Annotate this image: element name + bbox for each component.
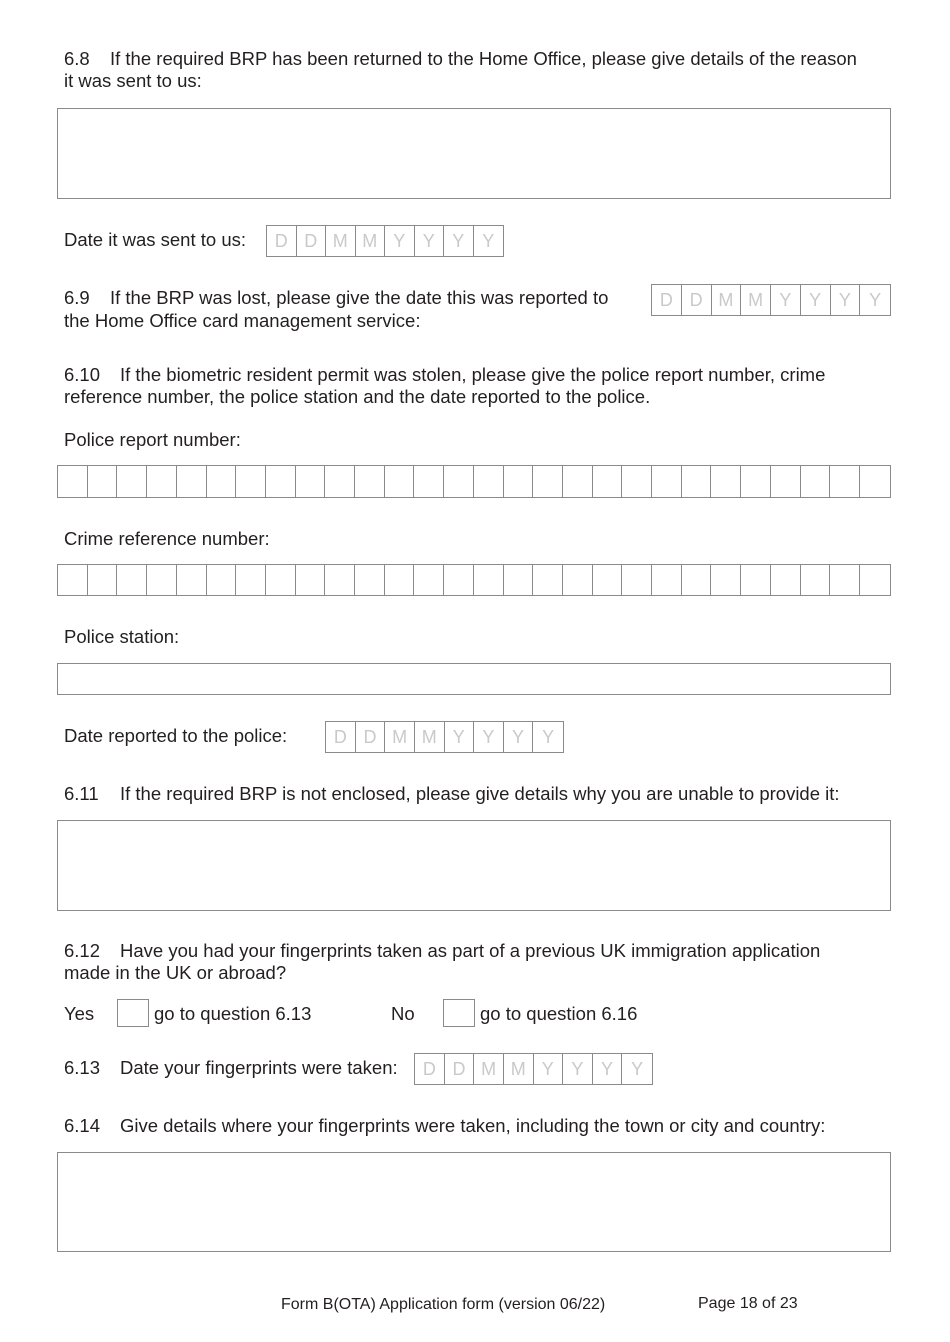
q6-11-details-field[interactable] [57,820,891,911]
char-cell[interactable] [236,466,266,497]
q6-8-text: 6.8 If the required BRP has been returned to the Home Office, please give details of the reason [64,48,857,69]
char-cell[interactable] [652,565,682,595]
char-cell[interactable] [117,466,147,497]
char-cell[interactable] [652,466,682,497]
q6-9-date-input[interactable] [651,284,891,316]
date-cell[interactable]: Y [444,226,474,256]
char-cell[interactable] [860,466,890,497]
date-reported-input[interactable] [325,721,564,753]
footer-page-number: Page 18 of 23 [698,1295,798,1312]
q6-10-text: 6.10 If the biometric resident permit was stolen, please give the police report number, crime [64,364,826,385]
char-cell[interactable] [830,565,860,595]
char-cell[interactable] [88,466,118,497]
crime-reference-label: Crime reference number: [64,528,270,549]
date-cell[interactable]: Y [563,1054,593,1084]
footer-form-name: Form B(OTA) Application form (version 06/22) [281,1296,606,1313]
q6-12-text: 6.12 Have you had your fingerprints taken as part of a previous UK immigration application [64,940,821,961]
char-cell[interactable] [58,466,88,497]
char-cell[interactable] [385,565,415,595]
char-cell[interactable] [147,466,177,497]
char-cell[interactable] [414,565,444,595]
date-cell[interactable]: M [326,226,356,256]
char-cell[interactable] [860,565,890,595]
date-cell[interactable]: M [415,722,445,752]
date-cell[interactable]: Y [771,285,801,315]
date-reported-label: Date reported to the police: [64,725,288,746]
q6-14-details-field[interactable] [57,1152,891,1252]
police-report-number-input[interactable] [57,465,891,498]
date-cell[interactable]: Y [801,285,831,315]
date-cell[interactable]: D [445,1054,475,1084]
date-cell[interactable]: D [682,285,712,315]
q6-8-date-input[interactable] [266,225,504,257]
q6-10-number: 6.10 [64,364,101,385]
date-cell[interactable]: M [504,1054,534,1084]
q6-13-text: 6.13 Date your fingerprints were taken: [64,1057,398,1078]
q6-13-date-input[interactable] [414,1053,653,1085]
char-cell[interactable] [266,565,296,595]
char-cell[interactable] [711,565,741,595]
char-cell[interactable] [207,466,237,497]
char-cell[interactable] [563,466,593,497]
char-cell[interactable] [236,565,266,595]
char-cell[interactable] [741,565,771,595]
char-cell[interactable] [593,565,623,595]
char-cell[interactable] [504,466,534,497]
q6-8-text-line2: it was sent to us: [64,70,202,91]
q6-14-text: 6.14 Give details where your fingerprints were taken, including the town or city and country: [64,1115,826,1136]
char-cell[interactable] [771,565,801,595]
char-cell[interactable] [355,565,385,595]
char-cell[interactable] [741,466,771,497]
q6-9-number: 6.9 [64,287,90,308]
date-cell[interactable]: D [356,722,386,752]
date-cell[interactable]: Y [474,722,504,752]
q6-9-text-line2: the Home Office card management service: [64,310,421,331]
char-cell[interactable] [622,466,652,497]
char-cell[interactable] [711,466,741,497]
date-cell[interactable]: D [297,226,327,256]
yes-label: Yes [64,1003,95,1024]
char-cell[interactable] [801,466,831,497]
char-cell[interactable] [117,565,147,595]
q6-11-number: 6.11 [64,783,99,804]
date-cell[interactable]: D [652,285,682,315]
police-report-label: Police report number: [64,429,241,450]
date-cell[interactable]: Y [831,285,861,315]
no-checkbox[interactable] [443,999,475,1027]
q6-8-date-label: Date it was sent to us: [64,229,247,250]
q6-12-number: 6.12 [64,940,101,961]
q6-10-text-line2: reference number, the police station and the date reported to the police. [64,386,651,407]
q6-11-text: 6.11 If the required BRP is not enclosed, please give details why you are unable to provide it: [64,783,840,804]
char-cell[interactable] [414,466,444,497]
q6-14-number: 6.14 [64,1115,101,1136]
date-cell[interactable]: D [326,722,356,752]
char-cell[interactable] [771,466,801,497]
char-cell[interactable] [385,466,415,497]
char-cell[interactable] [355,466,385,497]
q6-8-number: 6.8 [64,48,90,69]
date-cell[interactable]: M [356,226,386,256]
date-cell[interactable]: Y [593,1054,623,1084]
char-cell[interactable] [296,565,326,595]
char-cell[interactable] [801,565,831,595]
char-cell[interactable] [622,565,652,595]
date-cell[interactable]: Y [869,289,882,310]
char-cell[interactable] [325,466,355,497]
char-cell[interactable] [266,466,296,497]
crime-reference-number-input[interactable] [57,564,891,596]
char-cell[interactable] [177,565,207,595]
char-cell[interactable] [444,565,474,595]
date-cell[interactable]: D [415,1054,445,1084]
date-cell[interactable]: D [267,226,297,256]
char-cell[interactable] [296,466,326,497]
no-label: No [391,1003,415,1024]
q6-12-text-line2: made in the UK or abroad? [64,962,287,983]
date-cell[interactable]: Y [542,726,555,747]
date-cell[interactable]: Y [415,226,445,256]
q6-13-number: 6.13 [64,1057,101,1078]
no-goto-text: go to question 6.16 [480,1003,638,1024]
date-cell[interactable]: Y [631,1058,644,1079]
char-cell[interactable] [830,466,860,497]
char-cell[interactable] [682,565,712,595]
q6-8-reason-field[interactable] [57,108,891,199]
char-cell[interactable] [147,565,177,595]
date-cell[interactable]: Y [445,722,475,752]
date-cell[interactable]: M [712,285,742,315]
char-cell[interactable] [533,565,563,595]
police-station-input[interactable] [57,663,891,695]
yes-goto-text: go to question 6.13 [154,1003,312,1024]
date-cell[interactable]: Y [504,722,534,752]
char-cell[interactable] [682,466,712,497]
date-cell[interactable]: M [385,722,415,752]
char-cell[interactable] [474,466,504,497]
char-cell[interactable] [504,565,534,595]
char-cell[interactable] [207,565,237,595]
char-cell[interactable] [325,565,355,595]
char-cell[interactable] [593,466,623,497]
char-cell[interactable] [444,466,474,497]
date-cell[interactable]: M [474,1054,504,1084]
date-cell[interactable]: M [741,285,771,315]
char-cell[interactable] [474,565,504,595]
date-cell[interactable]: Y [534,1054,564,1084]
char-cell[interactable] [177,466,207,497]
char-cell[interactable] [58,565,88,595]
char-cell[interactable] [563,565,593,595]
date-cell[interactable]: Y [482,230,495,251]
date-cell[interactable]: Y [385,226,415,256]
yes-checkbox[interactable] [117,999,149,1027]
police-station-label: Police station: [64,626,180,647]
char-cell[interactable] [88,565,118,595]
q6-9-text: 6.9 If the BRP was lost, please give the date this was reported to [64,287,609,308]
char-cell[interactable] [533,466,563,497]
